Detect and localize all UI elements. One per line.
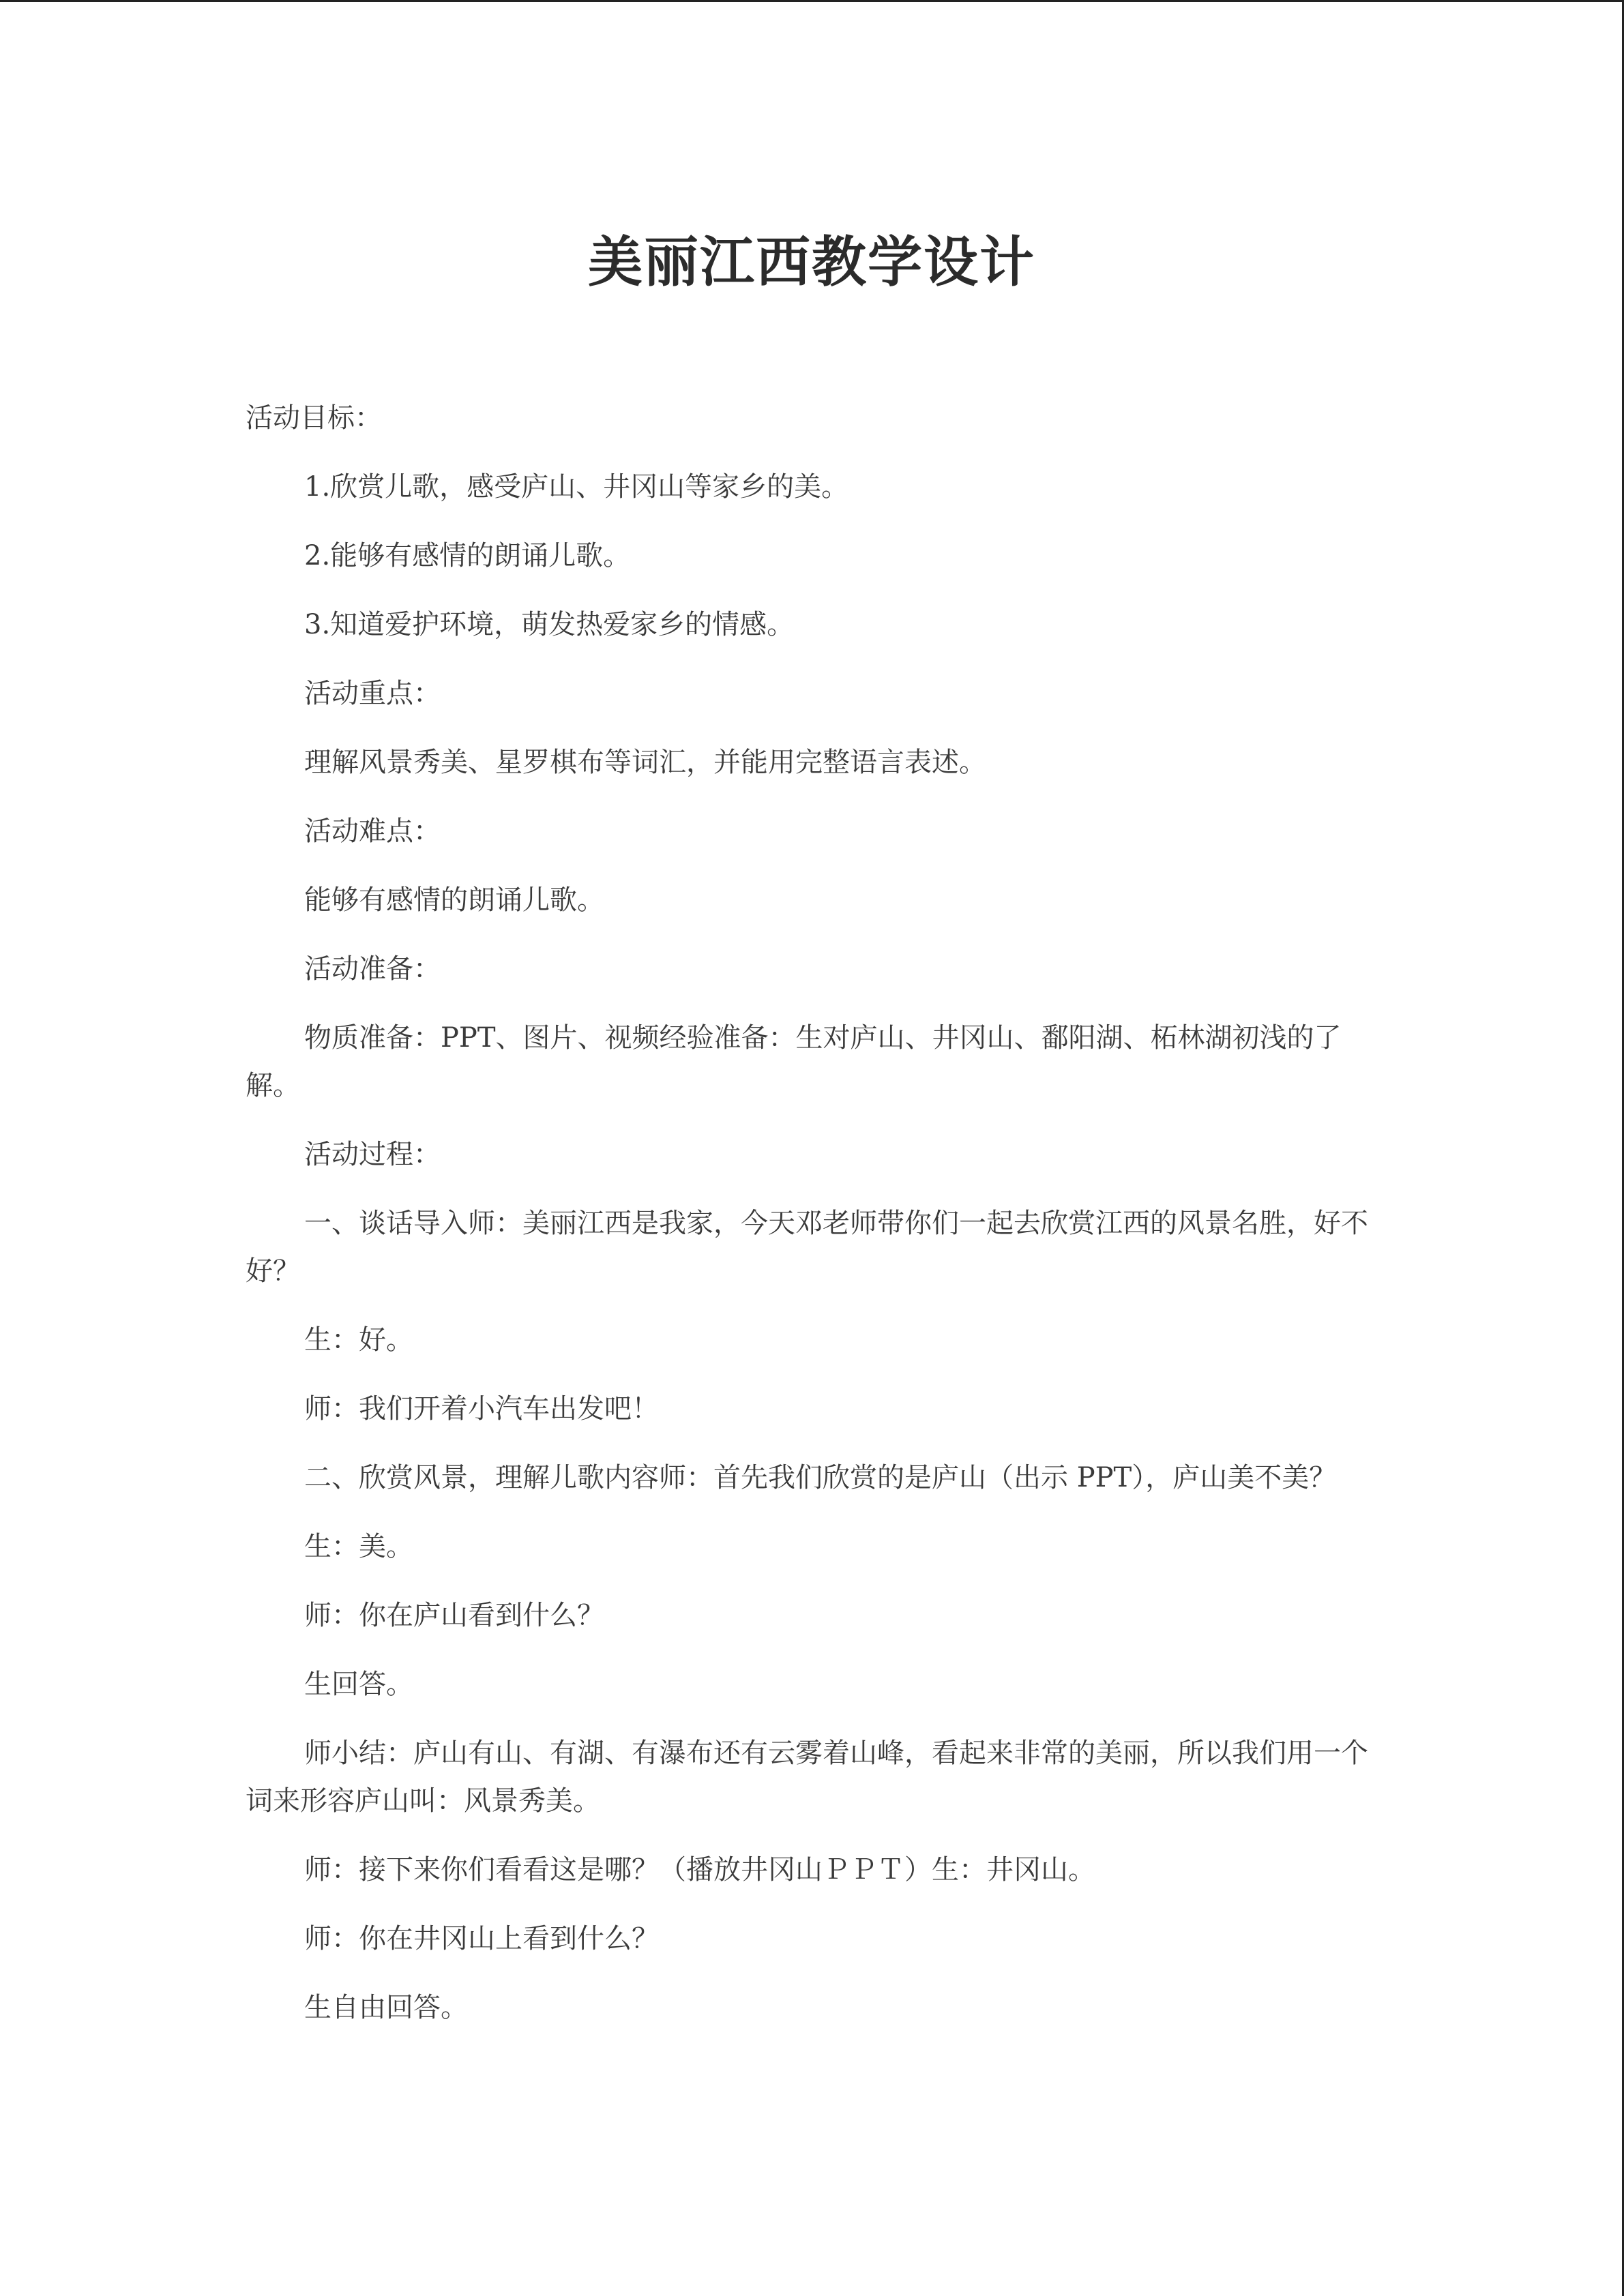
paragraph: 活动过程： — [304, 1139, 441, 1170]
paragraph: 生：好。 — [304, 1324, 413, 1356]
paragraph: 物质准备：PPT、图片、视频经验准备：生对庐山、井冈山、鄱阳湖、柘林湖初浅的了解。 — [246, 1022, 1342, 1101]
document-body — [246, 225, 1378, 2053]
paragraph: 活动准备： — [304, 953, 441, 985]
paragraph: 活动目标： — [246, 402, 382, 434]
page-border-top — [0, 0, 1624, 2]
paragraph: 一、谈话导入师：美丽江西是我家，今天邓老师带你们一起去欣赏江西的风景名胜，好不好？ — [246, 1208, 1368, 1287]
paragraph: 二、欣赏风景，理解儿歌内容师：首先我们欣赏的是庐山（出示 PPT），庐山美不美？ — [304, 1462, 1337, 1493]
paragraph: 活动重点： — [304, 678, 441, 709]
paragraph: 2.能够有感情的朗诵儿歌。 — [304, 540, 631, 571]
paragraph: 1.欣赏儿歌，感受庐山、井冈山等家乡的美。 — [304, 471, 849, 503]
paragraph: 师：你在庐山看到什么？ — [304, 1600, 604, 1631]
paragraph: 生自由回答。 — [304, 1992, 468, 2023]
paragraph: 生：美。 — [304, 1531, 413, 1562]
paragraph: 师：接下来你们看看这是哪？（播放井冈山ＰＰＴ）生：井冈山。 — [304, 1854, 1095, 1885]
paragraph: 3.知道爱护环境，萌发热爱家乡的情感。 — [304, 609, 795, 640]
paragraph: 能够有感情的朗诵儿歌。 — [304, 884, 604, 916]
paragraph: 活动难点： — [304, 816, 441, 847]
paragraph: 生回答。 — [304, 1669, 413, 1700]
paragraph: 师：你在井冈山上看到什么？ — [304, 1923, 659, 1954]
paragraph: 师小结：庐山有山、有湖、有瀑布还有云雾着山峰，看起来非常的美丽，所以我们用一个词来形容庐山叫：风景秀美。 — [246, 1738, 1368, 1817]
paragraph: 理解风景秀美、星罗棋布等词汇，并能用完整语言表述。 — [304, 747, 986, 778]
document-title: 美丽江西教学设计 — [588, 230, 1035, 294]
paragraph: 师：我们开着小汽车出发吧！ — [304, 1393, 659, 1425]
